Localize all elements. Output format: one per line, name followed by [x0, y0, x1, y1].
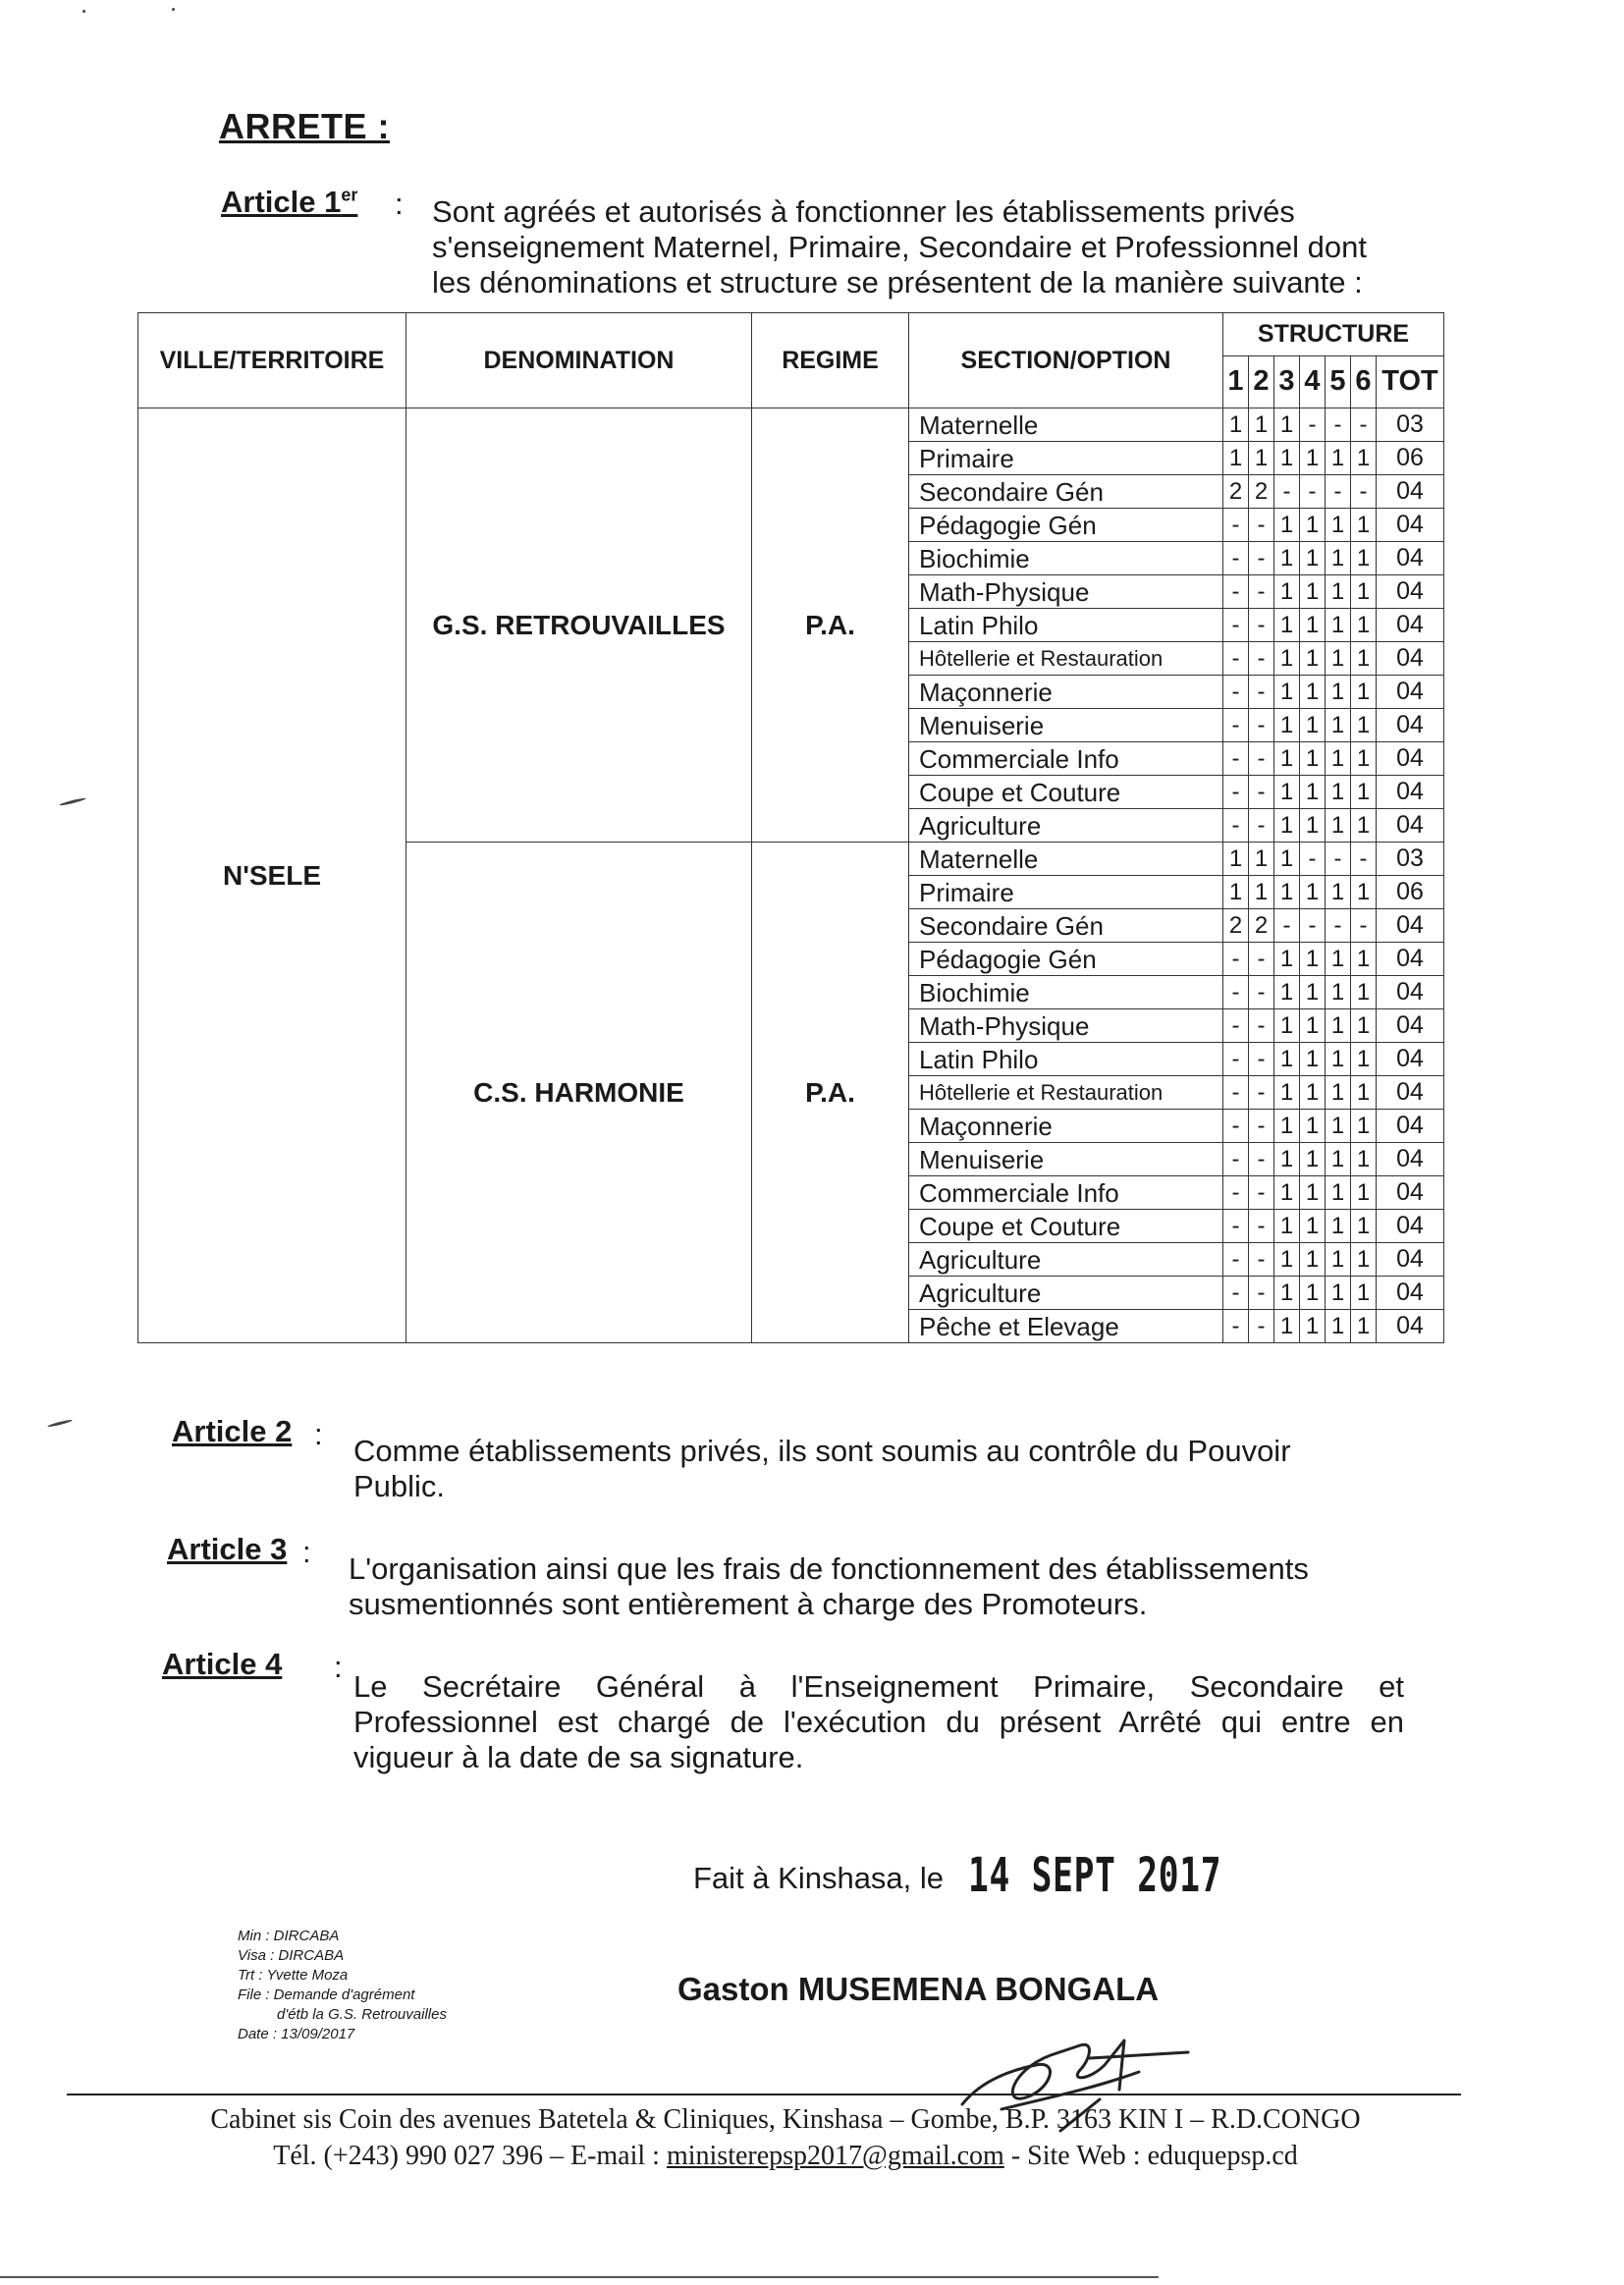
- level-2-cell: -: [1249, 542, 1274, 575]
- header-denomination: DENOMINATION: [406, 313, 752, 408]
- article-1-line: s'enseignement Maternel, Primaire, Secondaire et Professionnel dont: [432, 230, 1367, 264]
- level-4-cell: 1: [1300, 742, 1326, 776]
- level-4-cell: 1: [1300, 1043, 1326, 1076]
- signatory-name: Gaston MUSEMENA BONGALA: [677, 1971, 1160, 2007]
- level-3-cell: 1: [1274, 1009, 1300, 1043]
- level-3-cell: 1: [1274, 742, 1300, 776]
- level-1-cell: -: [1223, 776, 1249, 809]
- level-1-cell: -: [1223, 742, 1249, 776]
- level-1-cell: -: [1223, 509, 1249, 542]
- section-cell: Math-Physique: [909, 575, 1223, 609]
- total-cell: 04: [1377, 1043, 1444, 1076]
- level-3-cell: 1: [1274, 1076, 1300, 1110]
- level-1-cell: -: [1223, 809, 1249, 843]
- level-5-cell: 1: [1326, 509, 1351, 542]
- level-1-cell: -: [1223, 609, 1249, 642]
- level-5-cell: 1: [1326, 1310, 1351, 1343]
- level-1-cell: -: [1223, 976, 1249, 1009]
- section-cell: Pédagogie Gén: [909, 943, 1223, 976]
- level-5-cell: 1: [1326, 1243, 1351, 1277]
- scan-speck: [82, 10, 85, 13]
- level-3-cell: 1: [1274, 1243, 1300, 1277]
- section-cell: Secondaire Gén: [909, 909, 1223, 943]
- table-row: [138, 408, 1444, 442]
- level-4-cell: 1: [1300, 876, 1326, 909]
- total-cell: 04: [1377, 1009, 1444, 1043]
- header-tot: TOT: [1377, 355, 1444, 408]
- total-cell: 06: [1377, 442, 1444, 475]
- level-6-cell: -: [1351, 475, 1377, 509]
- level-2-cell: 1: [1249, 843, 1274, 876]
- total-cell: 03: [1377, 843, 1444, 876]
- header-level-2: 2: [1249, 355, 1274, 408]
- level-1-cell: -: [1223, 1310, 1249, 1343]
- header-structure: STRUCTURE: [1223, 313, 1444, 356]
- total-cell: 04: [1377, 542, 1444, 575]
- level-4-cell: 1: [1300, 575, 1326, 609]
- level-3-cell: 1: [1274, 1176, 1300, 1210]
- level-3-cell: 1: [1274, 1143, 1300, 1176]
- level-3-cell: 1: [1274, 408, 1300, 442]
- article-2-label: Article 2: [172, 1414, 293, 1448]
- level-6-cell: 1: [1351, 1009, 1377, 1043]
- level-3-cell: 1: [1274, 776, 1300, 809]
- level-2-cell: 1: [1249, 408, 1274, 442]
- section-cell: Coupe et Couture: [909, 1210, 1223, 1243]
- level-4-cell: 1: [1300, 1110, 1326, 1143]
- level-2-cell: -: [1249, 1277, 1274, 1310]
- total-cell: 04: [1377, 1310, 1444, 1343]
- denomination-cell: C.S. HARMONIE: [406, 843, 752, 1343]
- level-2-cell: -: [1249, 709, 1274, 742]
- total-cell: 04: [1377, 943, 1444, 976]
- level-5-cell: 1: [1326, 709, 1351, 742]
- level-3-cell: -: [1274, 909, 1300, 943]
- level-3-cell: 1: [1274, 642, 1300, 676]
- level-6-cell: 1: [1351, 542, 1377, 575]
- section-cell: Primaire: [909, 876, 1223, 909]
- level-3-cell: 1: [1274, 843, 1300, 876]
- section-cell: Maternelle: [909, 843, 1223, 876]
- level-6-cell: 1: [1351, 742, 1377, 776]
- date-stamp: 14 SEPT 2017: [968, 1848, 1222, 1903]
- level-2-cell: 2: [1249, 475, 1274, 509]
- section-cell: Agriculture: [909, 1243, 1223, 1277]
- level-2-cell: -: [1249, 1076, 1274, 1110]
- level-2-cell: -: [1249, 809, 1274, 843]
- level-2-cell: -: [1249, 976, 1274, 1009]
- level-3-cell: 1: [1274, 1210, 1300, 1243]
- article-3-line: susmentionnés sont entièrement à charge des Promoteurs.: [349, 1587, 1148, 1621]
- level-1-cell: -: [1223, 1143, 1249, 1176]
- level-6-cell: 1: [1351, 442, 1377, 475]
- level-6-cell: 1: [1351, 1310, 1377, 1343]
- place-of-signing: Fait à Kinshasa, le: [693, 1861, 945, 1895]
- level-6-cell: 1: [1351, 1277, 1377, 1310]
- level-4-cell: 1: [1300, 1277, 1326, 1310]
- level-5-cell: 1: [1326, 976, 1351, 1009]
- level-1-cell: -: [1223, 1076, 1249, 1110]
- level-1-cell: -: [1223, 1277, 1249, 1310]
- article-4-line: vigueur à la date de sa signature.: [353, 1740, 804, 1774]
- level-1-cell: 1: [1223, 843, 1249, 876]
- level-6-cell: 1: [1351, 943, 1377, 976]
- level-4-cell: 1: [1300, 1143, 1326, 1176]
- level-4-cell: 1: [1300, 609, 1326, 642]
- level-6-cell: 1: [1351, 1143, 1377, 1176]
- article-4-label: Article 4: [162, 1647, 283, 1681]
- level-3-cell: 1: [1274, 1043, 1300, 1076]
- denomination-cell: G.S. RETROUVAILLES: [406, 408, 752, 843]
- page-bottom-line: [0, 2276, 1159, 2278]
- level-3-cell: 1: [1274, 976, 1300, 1009]
- level-1-cell: 1: [1223, 408, 1249, 442]
- total-cell: 04: [1377, 676, 1444, 709]
- level-2-cell: -: [1249, 1310, 1274, 1343]
- article-1-text: [432, 194, 1434, 300]
- header-level-3: 3: [1274, 355, 1300, 408]
- level-5-cell: 1: [1326, 642, 1351, 676]
- level-6-cell: 1: [1351, 976, 1377, 1009]
- total-cell: 06: [1377, 876, 1444, 909]
- level-6-cell: 1: [1351, 575, 1377, 609]
- level-4-cell: 1: [1300, 809, 1326, 843]
- article-4-line: Le Secrétaire Général à l'Enseignement Primaire, Secondaire et: [353, 1669, 1404, 1704]
- structure-table-wrapper: [137, 312, 1444, 1343]
- header-level-1: 1: [1223, 355, 1249, 408]
- article-4-line: Professionnel est chargé de l'exécution du présent Arrêté qui entre en: [353, 1705, 1404, 1739]
- reference-line: Visa : DIRCABA: [238, 1947, 345, 1964]
- level-2-cell: -: [1249, 1243, 1274, 1277]
- level-3-cell: 1: [1274, 509, 1300, 542]
- level-1-cell: 2: [1223, 909, 1249, 943]
- footer-divider: [67, 2094, 1461, 2095]
- reference-line: Date : 13/09/2017: [238, 2026, 355, 2042]
- level-3-cell: 1: [1274, 876, 1300, 909]
- level-3-cell: 1: [1274, 1110, 1300, 1143]
- total-cell: 04: [1377, 1243, 1444, 1277]
- article-3-colon: :: [302, 1535, 311, 1569]
- section-cell: Maternelle: [909, 408, 1223, 442]
- level-5-cell: 1: [1326, 542, 1351, 575]
- total-cell: 04: [1377, 575, 1444, 609]
- level-1-cell: -: [1223, 1210, 1249, 1243]
- regime-cell: P.A.: [752, 843, 909, 1343]
- header-section: SECTION/OPTION: [909, 313, 1223, 408]
- level-3-cell: 1: [1274, 442, 1300, 475]
- total-cell: 04: [1377, 1143, 1444, 1176]
- level-5-cell: -: [1326, 909, 1351, 943]
- scan-speck: [59, 797, 86, 807]
- level-4-cell: 1: [1300, 509, 1326, 542]
- level-4-cell: -: [1300, 475, 1326, 509]
- level-4-cell: 1: [1300, 1009, 1326, 1043]
- footer-email: ministerepsp2017@gmail.com: [666, 2141, 1004, 2171]
- level-6-cell: -: [1351, 909, 1377, 943]
- level-6-cell: 1: [1351, 776, 1377, 809]
- level-5-cell: 1: [1326, 876, 1351, 909]
- level-4-cell: -: [1300, 843, 1326, 876]
- level-5-cell: 1: [1326, 1110, 1351, 1143]
- level-1-cell: -: [1223, 709, 1249, 742]
- section-cell: Menuiserie: [909, 709, 1223, 742]
- reference-line: Trt : Yvette Moza: [238, 1967, 349, 1984]
- level-6-cell: 1: [1351, 1076, 1377, 1110]
- level-6-cell: 1: [1351, 609, 1377, 642]
- total-cell: 04: [1377, 642, 1444, 676]
- article-1-label: Article 1er: [221, 185, 358, 219]
- section-cell: Pédagogie Gén: [909, 509, 1223, 542]
- level-2-cell: -: [1249, 943, 1274, 976]
- reference-line: d'étb la G.S. Retrouvailles: [277, 2006, 447, 2023]
- level-6-cell: 1: [1351, 1210, 1377, 1243]
- scan-speck: [172, 8, 175, 11]
- letterhead-footer: [157, 2101, 1414, 2174]
- level-4-cell: 1: [1300, 542, 1326, 575]
- header-regime: REGIME: [752, 313, 909, 408]
- level-2-cell: -: [1249, 1176, 1274, 1210]
- level-5-cell: 1: [1326, 1076, 1351, 1110]
- section-cell: Agriculture: [909, 1277, 1223, 1310]
- level-5-cell: 1: [1326, 442, 1351, 475]
- header-ville: VILLE/TERRITOIRE: [138, 313, 406, 408]
- article-4-text: [353, 1669, 1404, 1775]
- level-5-cell: -: [1326, 408, 1351, 442]
- level-4-cell: 1: [1300, 1310, 1326, 1343]
- footer-address: Cabinet sis Coin des avenues Batetela & Cliniques, Kinshasa – Gombe, B.P. 3163 KIN I – R.D.CONGO: [210, 2104, 1361, 2135]
- footer-phone: Tél. (+243) 990 027 396 – E-mail :: [273, 2141, 667, 2171]
- total-cell: 04: [1377, 809, 1444, 843]
- level-3-cell: 1: [1274, 542, 1300, 575]
- section-cell: Latin Philo: [909, 609, 1223, 642]
- section-cell: Hôtellerie et Restauration: [909, 642, 1223, 676]
- article-1-line: les dénominations et structure se présentent de la manière suivante :: [432, 265, 1363, 299]
- level-6-cell: 1: [1351, 876, 1377, 909]
- regime-cell: P.A.: [752, 408, 909, 843]
- article-3-line: L'organisation ainsi que les frais de fonctionnement des établissements: [349, 1551, 1309, 1586]
- level-6-cell: 1: [1351, 1043, 1377, 1076]
- level-4-cell: -: [1300, 909, 1326, 943]
- section-cell: Commerciale Info: [909, 1176, 1223, 1210]
- level-1-cell: -: [1223, 943, 1249, 976]
- level-2-cell: -: [1249, 509, 1274, 542]
- section-cell: Primaire: [909, 442, 1223, 475]
- level-5-cell: -: [1326, 843, 1351, 876]
- level-1-cell: -: [1223, 1176, 1249, 1210]
- total-cell: 04: [1377, 776, 1444, 809]
- level-2-cell: -: [1249, 575, 1274, 609]
- level-2-cell: 1: [1249, 876, 1274, 909]
- total-cell: 04: [1377, 709, 1444, 742]
- level-2-cell: -: [1249, 609, 1274, 642]
- total-cell: 03: [1377, 408, 1444, 442]
- level-5-cell: 1: [1326, 776, 1351, 809]
- level-1-cell: -: [1223, 575, 1249, 609]
- level-4-cell: 1: [1300, 1076, 1326, 1110]
- header-level-4: 4: [1300, 355, 1326, 408]
- header-level-5: 5: [1326, 355, 1351, 408]
- section-cell: Biochimie: [909, 542, 1223, 575]
- level-5-cell: 1: [1326, 1210, 1351, 1243]
- total-cell: 04: [1377, 976, 1444, 1009]
- article-4-colon: :: [334, 1650, 343, 1684]
- level-5-cell: 1: [1326, 1176, 1351, 1210]
- article-2-line: Public.: [353, 1469, 446, 1503]
- level-1-cell: 2: [1223, 475, 1249, 509]
- level-5-cell: 1: [1326, 943, 1351, 976]
- level-4-cell: 1: [1300, 776, 1326, 809]
- level-1-cell: -: [1223, 1243, 1249, 1277]
- structure-table-body: [138, 408, 1444, 1343]
- total-cell: 04: [1377, 1076, 1444, 1110]
- total-cell: 04: [1377, 1176, 1444, 1210]
- total-cell: 04: [1377, 909, 1444, 943]
- level-4-cell: 1: [1300, 642, 1326, 676]
- article-2-line: Comme établissements privés, ils sont soumis au contrôle du Pouvoir: [353, 1434, 1291, 1468]
- section-cell: Maçonnerie: [909, 676, 1223, 709]
- header-level-6: 6: [1351, 355, 1377, 408]
- level-2-cell: -: [1249, 1043, 1274, 1076]
- level-2-cell: -: [1249, 742, 1274, 776]
- level-3-cell: 1: [1274, 1310, 1300, 1343]
- level-3-cell: 1: [1274, 809, 1300, 843]
- level-2-cell: -: [1249, 1143, 1274, 1176]
- level-5-cell: 1: [1326, 676, 1351, 709]
- total-cell: 04: [1377, 475, 1444, 509]
- total-cell: 04: [1377, 1110, 1444, 1143]
- level-6-cell: 1: [1351, 709, 1377, 742]
- section-cell: Hôtellerie et Restauration: [909, 1076, 1223, 1110]
- ville-cell: N'SELE: [138, 408, 406, 1343]
- section-cell: Commerciale Info: [909, 742, 1223, 776]
- level-1-cell: -: [1223, 1110, 1249, 1143]
- level-5-cell: 1: [1326, 809, 1351, 843]
- level-1-cell: -: [1223, 542, 1249, 575]
- level-3-cell: -: [1274, 475, 1300, 509]
- level-3-cell: 1: [1274, 575, 1300, 609]
- section-cell: Pêche et Elevage: [909, 1310, 1223, 1343]
- level-2-cell: -: [1249, 776, 1274, 809]
- level-1-cell: -: [1223, 1009, 1249, 1043]
- article-3-text: [349, 1551, 1399, 1622]
- level-2-cell: -: [1249, 1009, 1274, 1043]
- section-cell: Maçonnerie: [909, 1110, 1223, 1143]
- scan-speck: [47, 1419, 73, 1428]
- level-2-cell: 1: [1249, 442, 1274, 475]
- level-1-cell: -: [1223, 1043, 1249, 1076]
- level-6-cell: -: [1351, 843, 1377, 876]
- level-6-cell: 1: [1351, 509, 1377, 542]
- level-2-cell: -: [1249, 676, 1274, 709]
- level-6-cell: 1: [1351, 676, 1377, 709]
- section-cell: Math-Physique: [909, 1009, 1223, 1043]
- level-5-cell: 1: [1326, 575, 1351, 609]
- reference-line: File : Demande d'agrément: [238, 1986, 415, 2003]
- level-4-cell: 1: [1300, 943, 1326, 976]
- total-cell: 04: [1377, 742, 1444, 776]
- article-1-colon: :: [395, 187, 404, 221]
- level-6-cell: 1: [1351, 1110, 1377, 1143]
- level-2-cell: -: [1249, 1110, 1274, 1143]
- section-cell: Latin Philo: [909, 1043, 1223, 1076]
- total-cell: 04: [1377, 1277, 1444, 1310]
- level-2-cell: -: [1249, 1210, 1274, 1243]
- level-6-cell: 1: [1351, 1176, 1377, 1210]
- level-3-cell: 1: [1274, 1277, 1300, 1310]
- article-1-line: Sont agréés et autorisés à fonctionner les établissements privés: [432, 194, 1295, 229]
- level-4-cell: 1: [1300, 676, 1326, 709]
- level-4-cell: 1: [1300, 976, 1326, 1009]
- article-2-colon: :: [314, 1417, 323, 1451]
- level-5-cell: 1: [1326, 609, 1351, 642]
- level-3-cell: 1: [1274, 676, 1300, 709]
- total-cell: 04: [1377, 609, 1444, 642]
- level-5-cell: -: [1326, 475, 1351, 509]
- level-3-cell: 1: [1274, 943, 1300, 976]
- total-cell: 04: [1377, 1210, 1444, 1243]
- decree-title: ARRETE :: [219, 106, 390, 146]
- level-1-cell: -: [1223, 676, 1249, 709]
- footer-contact: [157, 2138, 1414, 2174]
- level-2-cell: 2: [1249, 909, 1274, 943]
- level-5-cell: 1: [1326, 742, 1351, 776]
- level-1-cell: 1: [1223, 876, 1249, 909]
- level-4-cell: 1: [1300, 1243, 1326, 1277]
- total-cell: 04: [1377, 509, 1444, 542]
- section-cell: Menuiserie: [909, 1143, 1223, 1176]
- level-4-cell: 1: [1300, 1176, 1326, 1210]
- level-2-cell: -: [1249, 642, 1274, 676]
- level-4-cell: 1: [1300, 709, 1326, 742]
- level-3-cell: 1: [1274, 609, 1300, 642]
- level-6-cell: 1: [1351, 809, 1377, 843]
- section-cell: Biochimie: [909, 976, 1223, 1009]
- level-5-cell: 1: [1326, 1043, 1351, 1076]
- article-2-text: [353, 1434, 1394, 1504]
- level-1-cell: 1: [1223, 442, 1249, 475]
- level-4-cell: 1: [1300, 1210, 1326, 1243]
- reference-line: Min : DIRCABA: [238, 1928, 340, 1944]
- level-4-cell: -: [1300, 408, 1326, 442]
- level-6-cell: -: [1351, 408, 1377, 442]
- structure-table: [137, 312, 1444, 1343]
- level-6-cell: 1: [1351, 642, 1377, 676]
- level-5-cell: 1: [1326, 1009, 1351, 1043]
- article-3-label: Article 3: [167, 1532, 288, 1566]
- level-5-cell: 1: [1326, 1277, 1351, 1310]
- level-4-cell: 1: [1300, 442, 1326, 475]
- level-3-cell: 1: [1274, 709, 1300, 742]
- section-cell: Coupe et Couture: [909, 776, 1223, 809]
- level-6-cell: 1: [1351, 1243, 1377, 1277]
- level-1-cell: -: [1223, 642, 1249, 676]
- footer-website: - Site Web : eduquepsp.cd: [1003, 2141, 1298, 2171]
- section-cell: Agriculture: [909, 809, 1223, 843]
- section-cell: Secondaire Gén: [909, 475, 1223, 509]
- level-5-cell: 1: [1326, 1143, 1351, 1176]
- file-references: [238, 1927, 447, 2044]
